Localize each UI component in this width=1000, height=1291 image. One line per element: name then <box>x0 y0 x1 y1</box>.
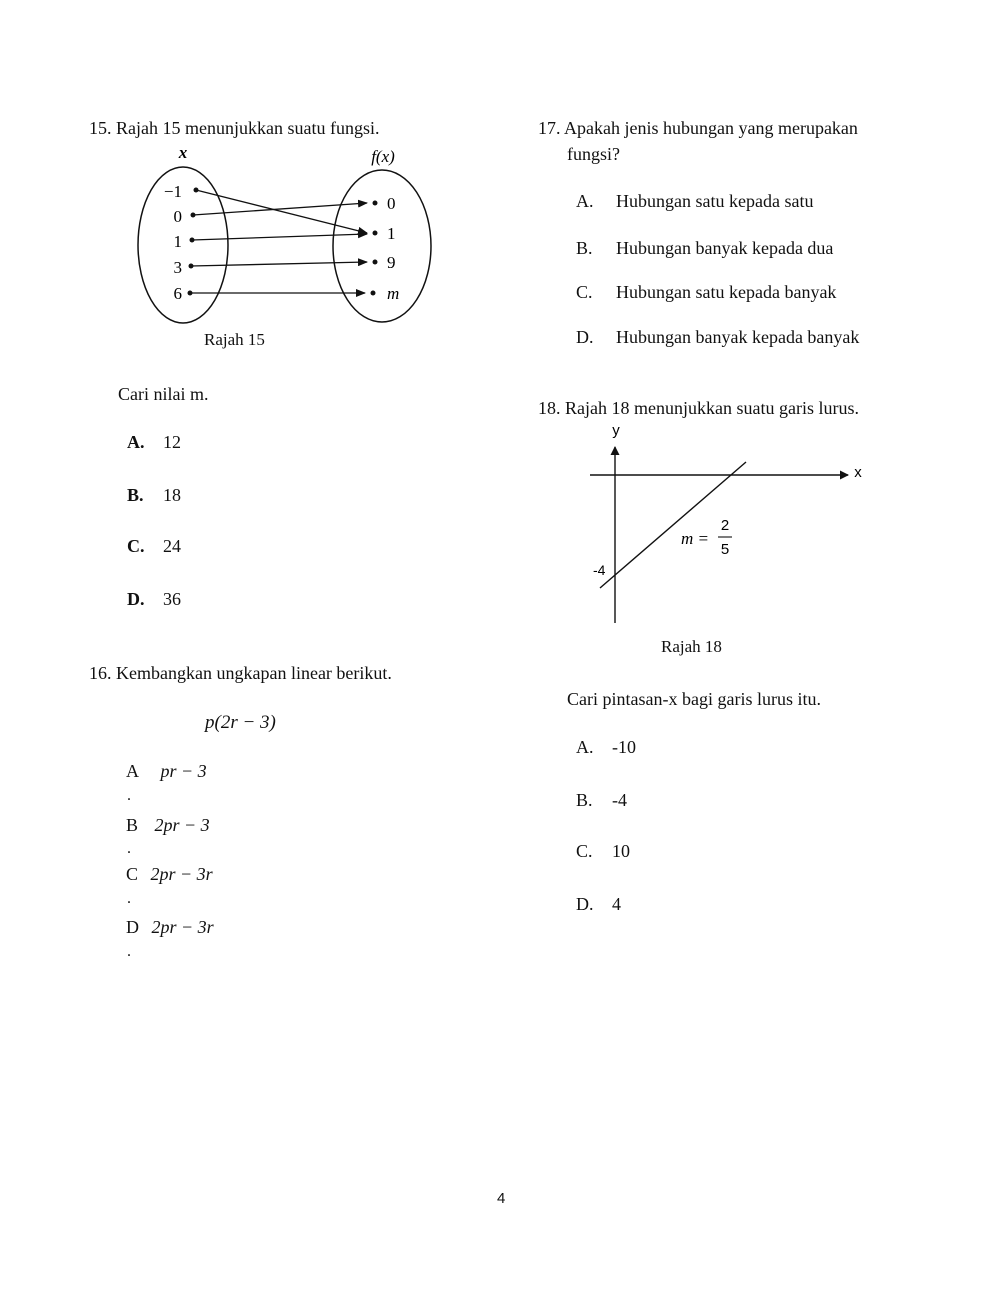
q18-x-axis-label: x <box>854 464 862 481</box>
q15-codomain-label: f(x) <box>371 147 395 166</box>
q15-codomain-value: 0 <box>387 194 396 213</box>
q18-prompt: Cari pintasan-x bagi garis lurus itu. <box>567 689 821 709</box>
q18-gradient-numerator: 2 <box>720 517 730 534</box>
option-text: -10 <box>612 737 636 757</box>
q15-prompt: Cari nilai m. <box>118 384 209 404</box>
q18-question: 18. Rajah 18 menunjukkan suatu garis lurus. <box>538 398 859 418</box>
option-dot: . <box>127 840 131 857</box>
option-text: Hubungan banyak kepada dua <box>616 238 834 258</box>
option-text: pr − 3 <box>160 761 207 781</box>
q18-line-graph <box>580 418 880 638</box>
q15-codomain-ellipse <box>333 170 431 322</box>
q17-option-a[interactable] <box>576 191 813 212</box>
q15-domain-value: 0 <box>173 207 182 226</box>
q15-domain-value: 3 <box>173 258 182 277</box>
option-dot: . <box>127 943 131 960</box>
q18-option-b[interactable] <box>576 790 627 811</box>
option-letter: A. <box>576 737 594 757</box>
q15-codomain-point <box>373 201 378 206</box>
option-letter: D. <box>576 327 594 347</box>
q18-option-c[interactable] <box>576 841 630 862</box>
option-text: Hubungan banyak kepada banyak <box>616 327 860 347</box>
option-dot: . <box>127 787 131 804</box>
option-letter: D. <box>127 589 145 609</box>
option-letter: C. <box>576 841 593 861</box>
option-letter: C <box>126 864 139 884</box>
q15-question: 15. Rajah 15 menunjukkan suatu fungsi. <box>89 118 380 138</box>
option-text: Hubungan satu kepada banyak <box>616 282 837 302</box>
q17-option-d[interactable] <box>576 327 859 348</box>
option-text: 4 <box>612 894 621 914</box>
option-text: -4 <box>612 790 627 810</box>
q16-option-a[interactable] <box>126 761 207 782</box>
q16-option-d[interactable] <box>126 917 214 938</box>
q15-codomain-point <box>373 260 378 265</box>
option-text: Hubungan satu kepada satu <box>616 191 814 211</box>
q16-question: 16. Kembangkan ungkapan linear berikut. <box>89 663 392 683</box>
option-letter: C. <box>576 282 593 302</box>
option-text: 36 <box>163 589 181 609</box>
q15-option-b[interactable] <box>127 485 181 506</box>
q15-mapping-arrow <box>191 262 367 266</box>
q16-option-b[interactable] <box>126 815 210 836</box>
option-text: 24 <box>163 536 181 556</box>
q18-option-d[interactable] <box>576 894 621 915</box>
page-number: 4 <box>497 1190 506 1207</box>
q15-domain-value: 6 <box>173 284 182 303</box>
q15-arrow-diagram <box>125 142 445 332</box>
q15-codomain-value: m <box>387 284 400 303</box>
q15-mapping-arrow <box>193 203 367 215</box>
option-letter: A. <box>576 191 594 211</box>
q15-codomain-value: 1 <box>387 224 396 243</box>
option-text: 10 <box>612 841 630 861</box>
q15-codomain-value: 9 <box>387 253 396 272</box>
q15-domain-value: −1 <box>163 182 182 201</box>
option-letter: B. <box>127 485 144 505</box>
q18-gradient-denominator: 5 <box>720 541 730 558</box>
option-letter: B. <box>576 790 593 810</box>
option-dot: . <box>127 890 131 907</box>
q18-y-axis-label: y <box>612 422 620 439</box>
option-text: 18 <box>163 485 181 505</box>
option-letter: A <box>126 761 139 781</box>
q16-expression: p(2r − 3) <box>205 712 276 733</box>
q15-option-d[interactable] <box>127 589 181 610</box>
q18-caption: Rajah 18 <box>661 637 722 656</box>
q15-domain-label: x <box>178 143 188 162</box>
q15-option-c[interactable] <box>127 536 181 557</box>
q18-option-a[interactable] <box>576 737 636 758</box>
option-letter: B. <box>576 238 593 258</box>
q15-option-a[interactable] <box>127 432 181 453</box>
q18-gradient-prefix: m = <box>681 529 709 548</box>
option-text: 2pr − 3 <box>154 815 210 835</box>
q15-domain-ellipse <box>138 167 228 323</box>
option-letter: D <box>126 917 139 937</box>
q17-question-line1: 17. Apakah jenis hubungan yang merupakan <box>538 118 858 138</box>
q18-y-intercept-label: -4 <box>593 562 606 578</box>
q17-option-c[interactable] <box>576 282 836 303</box>
option-text: 2pr − 3r <box>150 864 213 884</box>
q15-caption: Rajah 15 <box>204 330 265 349</box>
option-text: 2pr − 3r <box>151 917 214 937</box>
q15-mapping-arrow <box>196 190 367 233</box>
option-letter: A. <box>127 432 145 452</box>
option-letter: B <box>126 815 139 835</box>
q16-option-c[interactable] <box>126 864 213 885</box>
q17-question-line2: fungsi? <box>567 144 620 164</box>
q17-option-b[interactable] <box>576 238 833 259</box>
q15-codomain-point <box>371 291 376 296</box>
q15-domain-value: 1 <box>173 232 182 251</box>
option-letter: C. <box>127 536 145 556</box>
option-text: 12 <box>163 432 181 452</box>
q15-codomain-point <box>373 231 378 236</box>
option-letter: D. <box>576 894 594 914</box>
q15-mapping-arrow <box>192 234 367 240</box>
